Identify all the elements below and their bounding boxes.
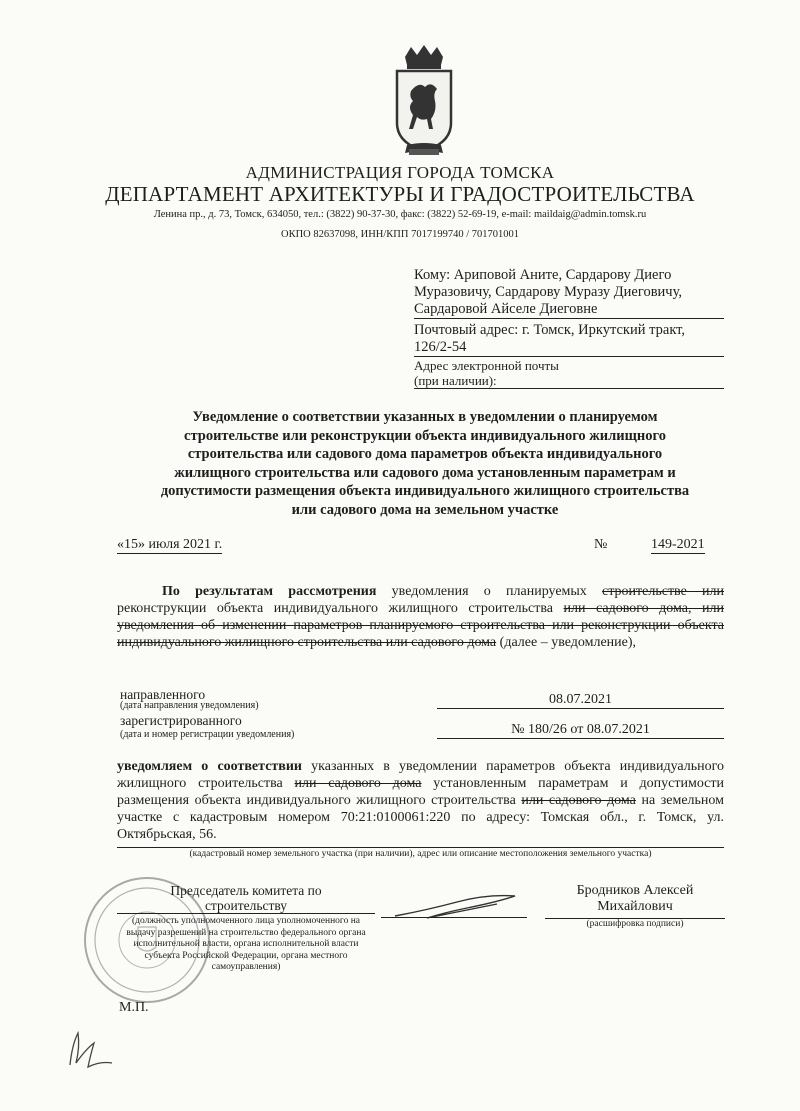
- handwritten-signature: [387, 890, 527, 924]
- recipient-to-line: Муразовичу, Сардарову Муразу Диеговичу,: [414, 284, 683, 300]
- document-number: 149-2021: [651, 537, 705, 552]
- postal-line: 126/2-54: [414, 339, 467, 355]
- registered-value: № 180/26 от 08.07.2021: [437, 722, 724, 739]
- directed-sublabel: (дата направления уведомления): [120, 700, 259, 711]
- recipient-postal-address: [414, 322, 724, 357]
- struck-text: или садового дома: [521, 793, 636, 808]
- struck-text: или садового дома, или уведомления об изменении параметров планируемого строительства или реконструкции объекта индивидуального жилищного строительства или садового дома: [117, 601, 724, 650]
- registered-sublabel: (дата и номер регистрации уведомления): [120, 729, 295, 740]
- position-caption: (должность уполномоченного лица уполномоченного на выдачу разрешений на строительство федерального органа исполнительной власти, органа исполнительной власти субъекта Российской Федерации, органа местного самоуправления): [126, 916, 366, 972]
- notice-title-line: Уведомление о соответствии указанных в уведомлении о планируемом: [192, 409, 658, 425]
- paragraph-text: на земельном участке с кадастровым номером 70:21:0100061:220 по адресу: Томская обл., г. Томск, ул. Октябрьская, 56.: [117, 793, 724, 842]
- notice-title-line: или садового дома на земельном участке: [291, 501, 559, 518]
- org-okpo-line: ОКПО 82637098, ИНН/КПП 7017199740 / 701701001: [280, 229, 519, 240]
- postal-line: Почтовый адрес: г. Томск, Иркутский тракт,: [414, 322, 686, 338]
- notice-title-line: строительства или садового дома параметров объекта индивидуального: [187, 446, 663, 462]
- recipient-email: [414, 358, 724, 389]
- directed-date-value: 08.07.2021: [437, 692, 724, 709]
- cadastral-caption: (кадастровый номер земельного участка (при наличии), адрес или описание местоположения земельного участка): [117, 847, 724, 859]
- paragraph-conformity: [117, 758, 724, 843]
- org-name-line2: ДЕПАРТАМЕНТ АРХИТЕКТУРЫ И ГРАДОСТРОИТЕЛЬСТВА: [105, 182, 695, 206]
- position-line: строительству: [204, 898, 288, 913]
- directed-label: направленного: [120, 687, 206, 702]
- notice-title: [135, 408, 715, 519]
- position-line: Председатель комитета по: [170, 883, 322, 898]
- handwritten-initials: [60, 1025, 120, 1075]
- paragraph-text: указанных в уведомлении параметров объекта индивидуального жилищного строительства: [117, 759, 724, 791]
- email-line: (при наличии):: [414, 373, 497, 388]
- name-line: Михайлович: [597, 899, 673, 914]
- tomsk-coat-of-arms-emblem: [385, 45, 463, 163]
- registered-label: зарегистрированного: [120, 713, 242, 728]
- name-caption: (расшифровка подписи): [545, 918, 725, 929]
- paragraph-text: (далее – уведомление),: [496, 635, 637, 650]
- number-sign: №: [594, 537, 608, 552]
- name-line: Бродников Алексей: [576, 883, 694, 898]
- struck-text: строительстве или: [602, 584, 724, 599]
- recipient-to-line: Кому: Ариповой Аните, Сардарову Диего: [414, 267, 672, 283]
- paragraph-text: уведомления о планируемых: [376, 584, 603, 599]
- document-date: «15» июля 2021 г.: [117, 537, 223, 552]
- stamp-place-label: М.П.: [119, 1000, 149, 1015]
- signatory-position: [117, 883, 375, 914]
- signatory-name: [545, 883, 725, 915]
- signature-line: [381, 917, 527, 918]
- org-name-line1: АДМИНИСТРАЦИЯ ГОРОДА ТОМСКА: [245, 163, 555, 182]
- paragraph-text: установленным параметрам и допустимости размещения объекта индивидуального жилищного строительства: [117, 776, 725, 808]
- paragraph-lead: По результатам рассмотрения: [162, 584, 377, 599]
- org-address-line: Ленина пр., д. 73, Томск, 634050, тел.: (3822) 90-37-30, факс: (3822) 52-69-19, e-mail: maildaig@admin.tomsk.ru: [153, 209, 647, 220]
- email-line: Адрес электронной почты: [414, 358, 559, 373]
- recipient-to-line: Сардаровой Айселе Диеговне: [414, 301, 598, 317]
- notice-title-line: допустимости размещения объекта индивидуального жилищного строительства: [160, 483, 690, 499]
- paragraph-review: [117, 583, 724, 651]
- notice-title-line: строительстве или реконструкции объекта индивидуального жилищного: [184, 427, 666, 444]
- paragraph-text: реконструкции объекта индивидуального жилищного строительства: [117, 601, 564, 616]
- paragraph-lead: уведомляем о соответствии: [117, 759, 302, 774]
- notice-title-line: жилищного строительства или садового дома установленным параметрам и: [174, 464, 676, 481]
- struck-text: или садового дома: [294, 776, 422, 791]
- recipient-to: [414, 267, 724, 319]
